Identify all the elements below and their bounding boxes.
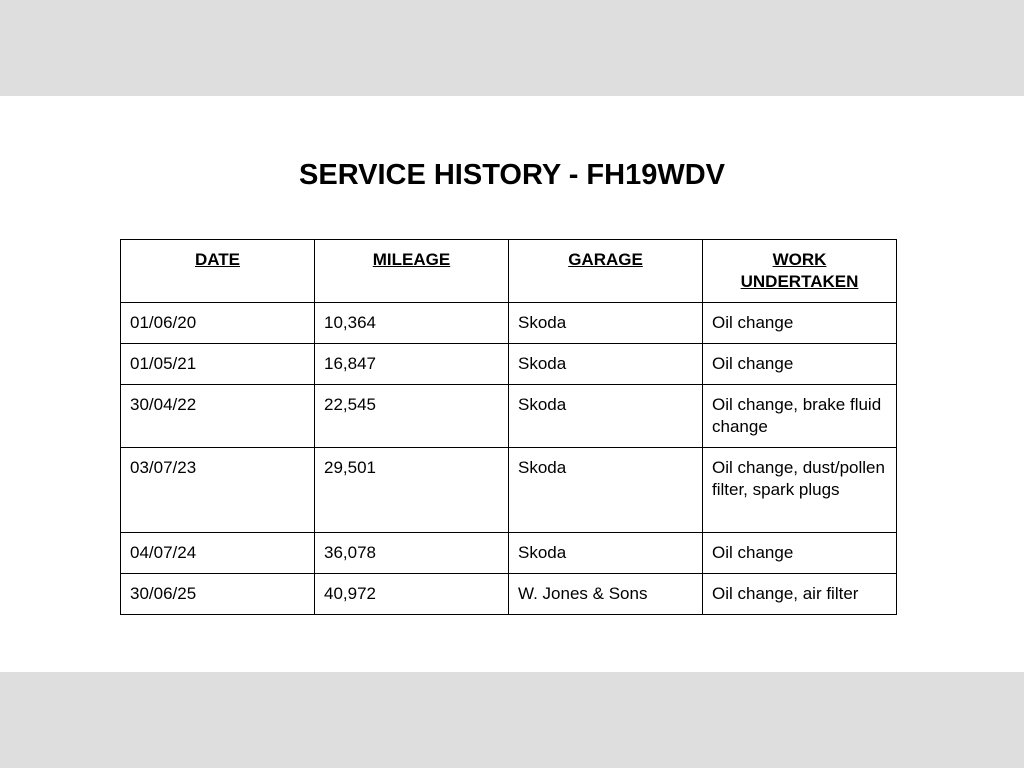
cell-mileage: 36,078 — [315, 533, 509, 574]
cell-garage: Skoda — [509, 385, 703, 448]
cell-date: 01/06/20 — [121, 303, 315, 344]
table-row — [121, 533, 897, 574]
table-row — [121, 303, 897, 344]
cell-work: Oil change — [703, 533, 897, 574]
table-row — [121, 385, 897, 448]
service-history-table — [120, 239, 897, 615]
document-page — [0, 96, 1024, 672]
table-header-row — [121, 240, 897, 303]
column-header-work-undertaken: WORK UNDERTAKEN — [703, 240, 897, 303]
cell-garage: Skoda — [509, 448, 703, 533]
cell-work: Oil change, air filter — [703, 574, 897, 615]
cell-date: 04/07/24 — [121, 533, 315, 574]
cell-garage: Skoda — [509, 533, 703, 574]
cell-mileage: 22,545 — [315, 385, 509, 448]
column-header-mileage: MILEAGE — [315, 240, 509, 303]
cell-date: 30/06/25 — [121, 574, 315, 615]
table-row — [121, 574, 897, 615]
cell-mileage: 40,972 — [315, 574, 509, 615]
column-header-garage: GARAGE — [509, 240, 703, 303]
cell-garage: Skoda — [509, 303, 703, 344]
cell-work: Oil change, brake fluid change — [703, 385, 897, 448]
cell-work: Oil change — [703, 303, 897, 344]
cell-garage: Skoda — [509, 344, 703, 385]
cell-date: 03/07/23 — [121, 448, 315, 533]
cell-mileage: 10,364 — [315, 303, 509, 344]
cell-date: 01/05/21 — [121, 344, 315, 385]
cell-work: Oil change, dust/pollen filter, spark plugs — [703, 448, 897, 533]
page-title: SERVICE HISTORY - FH19WDV — [299, 159, 725, 191]
table-row — [121, 344, 897, 385]
cell-work: Oil change — [703, 344, 897, 385]
cell-garage: W. Jones & Sons — [509, 574, 703, 615]
cell-date: 30/04/22 — [121, 385, 315, 448]
cell-mileage: 16,847 — [315, 344, 509, 385]
column-header-date: DATE — [121, 240, 315, 303]
table-row — [121, 448, 897, 533]
cell-mileage: 29,501 — [315, 448, 509, 533]
